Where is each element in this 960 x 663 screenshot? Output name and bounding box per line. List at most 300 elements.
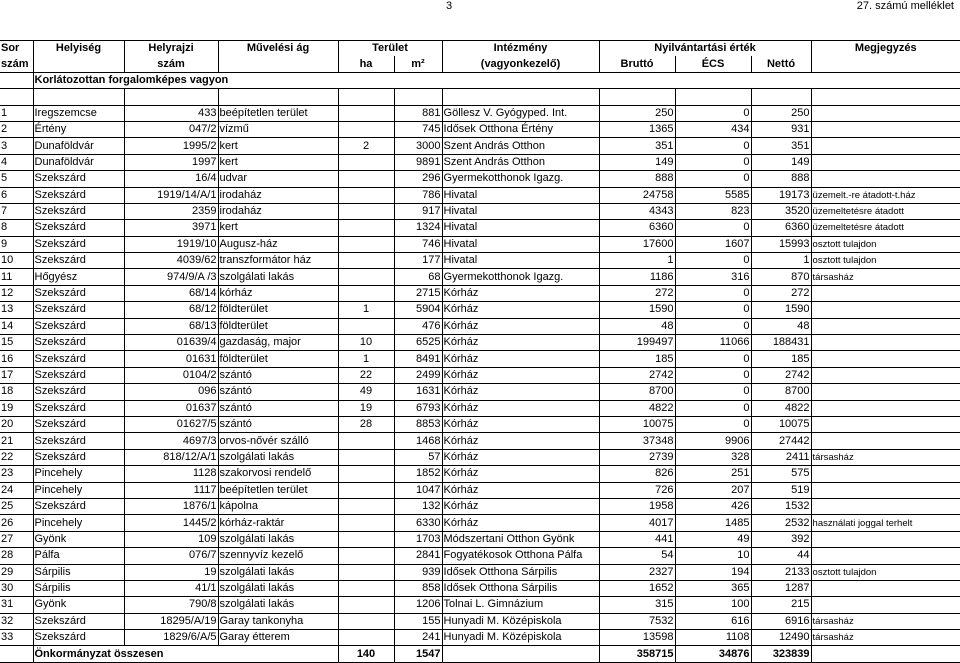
cell-inst: Idősek Otthona Sárpilis xyxy=(442,580,599,596)
cell-ha xyxy=(338,449,394,465)
cell-ha xyxy=(338,269,394,285)
cell-net: 2133 xyxy=(751,564,811,580)
cell-m2: 1047 xyxy=(394,482,442,498)
cell-ecs: 616 xyxy=(675,613,751,629)
cell-ecs: 1485 xyxy=(675,515,751,531)
cell-note xyxy=(811,367,960,383)
cell-city: Szekszárd xyxy=(33,171,124,187)
cell-m2: 881 xyxy=(394,105,442,121)
cell-m2: 5904 xyxy=(394,302,442,318)
cell-ha xyxy=(338,318,394,334)
cell-n: 12 xyxy=(0,285,33,301)
table-row xyxy=(0,187,960,203)
cell-ecs: 5585 xyxy=(675,187,751,203)
cell-branch: transzformátor ház xyxy=(218,253,338,269)
col-m2: m² xyxy=(394,56,442,72)
cell-m2: 917 xyxy=(394,203,442,219)
cell-n: 14 xyxy=(0,318,33,334)
cell-note: társasház xyxy=(811,269,960,285)
cell-ha: 49 xyxy=(338,384,394,400)
cell-ecs: 328 xyxy=(675,449,751,465)
cell-city: Szekszárd xyxy=(33,187,124,203)
cell-n: 16 xyxy=(0,351,33,367)
total-ha: 140 xyxy=(338,646,394,662)
cell-hrsz: 1117 xyxy=(124,482,218,498)
cell-net: 931 xyxy=(751,121,811,137)
cell-ecs: 1607 xyxy=(675,236,751,252)
cell-hrsz: 19 xyxy=(124,564,218,580)
cell-note xyxy=(811,105,960,121)
cell-gross: 7532 xyxy=(599,613,675,629)
cell-net: 10075 xyxy=(751,416,811,432)
cell-hrsz: 1876/1 xyxy=(124,498,218,514)
cell-net: 8700 xyxy=(751,384,811,400)
cell-inst: Szent András Otthon xyxy=(442,138,599,154)
cell-ecs: 0 xyxy=(675,367,751,383)
cell-hrsz: 01631 xyxy=(124,351,218,367)
cell-n: 24 xyxy=(0,482,33,498)
cell-hrsz: 01639/4 xyxy=(124,335,218,351)
cell-note xyxy=(811,400,960,416)
cell-hrsz: 18295/A/19 xyxy=(124,613,218,629)
cell-n: 5 xyxy=(0,171,33,187)
cell-n: 21 xyxy=(0,433,33,449)
cell-n: 27 xyxy=(0,531,33,547)
cell-m2: 745 xyxy=(394,121,442,137)
cell-m2: 57 xyxy=(394,449,442,465)
cell-branch: kert xyxy=(218,154,338,170)
cell-gross: 48 xyxy=(599,318,675,334)
cell-note xyxy=(811,384,960,400)
cell-branch: szántó xyxy=(218,416,338,432)
header-row-1 xyxy=(0,41,960,57)
cell-inst: Hunyadi M. Középiskola xyxy=(442,613,599,629)
cell-m2: 858 xyxy=(394,580,442,596)
cell-net: 1590 xyxy=(751,302,811,318)
cell-ha: 2 xyxy=(338,138,394,154)
table-row xyxy=(0,253,960,269)
cell-branch: kert xyxy=(218,220,338,236)
cell-city: Szekszárd xyxy=(33,630,124,646)
cell-hrsz: 01637 xyxy=(124,400,218,416)
cell-m2: 6793 xyxy=(394,400,442,416)
cell-ha xyxy=(338,253,394,269)
cell-net: 215 xyxy=(751,597,811,613)
cell-city: Hőgyész xyxy=(33,269,124,285)
cell-net: 1532 xyxy=(751,498,811,514)
cell-gross: 54 xyxy=(599,548,675,564)
cell-gross: 250 xyxy=(599,105,675,121)
cell-branch: orvos-nővér szálló xyxy=(218,433,338,449)
cell-inst: Kórház xyxy=(442,351,599,367)
cell-note xyxy=(811,335,960,351)
cell-inst: Gyermekotthonok Igazg. xyxy=(442,171,599,187)
cell-m2: 2499 xyxy=(394,367,442,383)
cell-ecs: 0 xyxy=(675,302,751,318)
cell-gross: 4017 xyxy=(599,515,675,531)
cell-inst: Szent András Otthon xyxy=(442,154,599,170)
cell-net: 351 xyxy=(751,138,811,154)
cell-ecs: 316 xyxy=(675,269,751,285)
cell-ha: 28 xyxy=(338,416,394,432)
cell-note xyxy=(811,482,960,498)
table-row xyxy=(0,580,960,596)
cell-gross: 37348 xyxy=(599,433,675,449)
cell-hrsz: 16/4 xyxy=(124,171,218,187)
table-row xyxy=(0,433,960,449)
cell-branch: beépítetlen terület xyxy=(218,105,338,121)
cell-n: 10 xyxy=(0,253,33,269)
table-row xyxy=(0,531,960,547)
table-row xyxy=(0,449,960,465)
cell-note xyxy=(811,154,960,170)
cell-ha xyxy=(338,548,394,564)
col-megjegyzes: Megjegyzés xyxy=(811,41,960,57)
total-row xyxy=(0,646,960,662)
cell-net: 6360 xyxy=(751,220,811,236)
cell-ha xyxy=(338,597,394,613)
total-net: 323839 xyxy=(751,646,811,662)
cell-inst: Fogyatékosok Otthona Pálfa xyxy=(442,548,599,564)
page-number: 3 xyxy=(446,0,453,12)
cell-n: 11 xyxy=(0,269,33,285)
cell-n: 6 xyxy=(0,187,33,203)
cell-inst: Kórház xyxy=(442,482,599,498)
cell-hrsz: 1919/14/A/1 xyxy=(124,187,218,203)
cell-n: 20 xyxy=(0,416,33,432)
category-row xyxy=(0,72,960,88)
cell-ecs: 0 xyxy=(675,171,751,187)
cell-city: Szekszárd xyxy=(33,449,124,465)
cell-n: 17 xyxy=(0,367,33,383)
total-m2: 1547 xyxy=(394,646,442,662)
cell-m2: 177 xyxy=(394,253,442,269)
cell-gross: 826 xyxy=(599,466,675,482)
cell-ha xyxy=(338,171,394,187)
cell-n: 8 xyxy=(0,220,33,236)
cell-note xyxy=(811,285,960,301)
cell-n: 15 xyxy=(0,335,33,351)
cell-hrsz: 1995/2 xyxy=(124,138,218,154)
cell-city: Szekszárd xyxy=(33,433,124,449)
cell-gross: 315 xyxy=(599,597,675,613)
cell-hrsz: 1829/6/A/5 xyxy=(124,630,218,646)
cell-ha: 10 xyxy=(338,335,394,351)
cell-ecs: 1108 xyxy=(675,630,751,646)
cell-inst: Tolnai L. Gimnázium xyxy=(442,597,599,613)
cell-city: Dunaföldvár xyxy=(33,138,124,154)
cell-gross: 888 xyxy=(599,171,675,187)
cell-branch: kápolna xyxy=(218,498,338,514)
total-ecs: 34876 xyxy=(675,646,751,662)
cell-m2: 6525 xyxy=(394,335,442,351)
table-row xyxy=(0,498,960,514)
cell-branch: irodaház xyxy=(218,187,338,203)
cell-note: használati joggal terhelt xyxy=(811,515,960,531)
cell-note xyxy=(811,416,960,432)
cell-m2: 241 xyxy=(394,630,442,646)
table-row xyxy=(0,269,960,285)
cell-n: 32 xyxy=(0,613,33,629)
cell-net: 27442 xyxy=(751,433,811,449)
cell-inst: Kórház xyxy=(442,400,599,416)
cell-hrsz: 01627/5 xyxy=(124,416,218,432)
cell-gross: 1365 xyxy=(599,121,675,137)
cell-note: osztott tulajdon xyxy=(811,564,960,580)
cell-gross: 4822 xyxy=(599,400,675,416)
cell-hrsz: 790/8 xyxy=(124,597,218,613)
table-row xyxy=(0,203,960,219)
cell-city: Sárpilis xyxy=(33,580,124,596)
cell-net: 1 xyxy=(751,253,811,269)
cell-net: 519 xyxy=(751,482,811,498)
cell-branch: szántó xyxy=(218,367,338,383)
cell-n: 3 xyxy=(0,138,33,154)
cell-gross: 1652 xyxy=(599,580,675,596)
cell-city: Szekszárd xyxy=(33,400,124,416)
cell-inst: Göllesz V. Gyógyped. Int. xyxy=(442,105,599,121)
cell-hrsz: 047/2 xyxy=(124,121,218,137)
cell-ha xyxy=(338,630,394,646)
cell-ha xyxy=(338,121,394,137)
cell-m2: 3000 xyxy=(394,138,442,154)
col-nyilvantartasi: Nyilvántartási érték xyxy=(599,41,811,57)
cell-m2: 786 xyxy=(394,187,442,203)
cell-net: 48 xyxy=(751,318,811,334)
cell-ecs: 100 xyxy=(675,597,751,613)
cell-ha xyxy=(338,285,394,301)
cell-branch: kert xyxy=(218,138,338,154)
cell-note xyxy=(811,597,960,613)
col-ecs: ÉCS xyxy=(675,56,751,72)
cell-n: 29 xyxy=(0,564,33,580)
cell-net: 3520 xyxy=(751,203,811,219)
cell-hrsz: 1128 xyxy=(124,466,218,482)
table-row xyxy=(0,548,960,564)
cell-m2: 296 xyxy=(394,171,442,187)
cell-branch: szántó xyxy=(218,400,338,416)
cell-ecs: 0 xyxy=(675,105,751,121)
cell-ha xyxy=(338,154,394,170)
cell-ha xyxy=(338,433,394,449)
cell-n: 22 xyxy=(0,449,33,465)
cell-ecs: 0 xyxy=(675,318,751,334)
cell-hrsz: 41/1 xyxy=(124,580,218,596)
cell-city: Sárpilis xyxy=(33,564,124,580)
cell-city: Iregszemcse xyxy=(33,105,124,121)
cell-inst: Kórház xyxy=(442,285,599,301)
category-label: Korlátozottan forgalomképes vagyon xyxy=(33,72,338,88)
table-row xyxy=(0,482,960,498)
table-row xyxy=(0,564,960,580)
table-row xyxy=(0,121,960,137)
col-ha: ha xyxy=(338,56,394,72)
cell-gross: 726 xyxy=(599,482,675,498)
col-helyiseg: Helyiség xyxy=(33,41,124,57)
cell-n: 9 xyxy=(0,236,33,252)
cell-inst: Kórház xyxy=(442,384,599,400)
cell-ha xyxy=(338,187,394,203)
cell-note xyxy=(811,548,960,564)
col-helyrajzi-szam: szám xyxy=(124,56,218,72)
col-intezmeny: Intézmény xyxy=(442,41,599,57)
cell-net: 149 xyxy=(751,154,811,170)
cell-inst: Kórház xyxy=(442,335,599,351)
cell-n: 31 xyxy=(0,597,33,613)
cell-net: 2411 xyxy=(751,449,811,465)
cell-gross: 1590 xyxy=(599,302,675,318)
cell-branch: szolgálati lakás xyxy=(218,269,338,285)
cell-ha xyxy=(338,220,394,236)
cell-hrsz: 076/7 xyxy=(124,548,218,564)
total-gross: 358715 xyxy=(599,646,675,662)
cell-m2: 476 xyxy=(394,318,442,334)
cell-hrsz: 2359 xyxy=(124,203,218,219)
col-netto: Nettó xyxy=(751,56,811,72)
cell-net: 2742 xyxy=(751,367,811,383)
cell-hrsz: 1445/2 xyxy=(124,515,218,531)
cell-city: Szekszárd xyxy=(33,351,124,367)
cell-ecs: 0 xyxy=(675,253,751,269)
cell-n: 19 xyxy=(0,400,33,416)
cell-m2: 8853 xyxy=(394,416,442,432)
cell-inst: Kórház xyxy=(442,416,599,432)
cell-net: 185 xyxy=(751,351,811,367)
cell-note xyxy=(811,466,960,482)
cell-city: Szekszárd xyxy=(33,416,124,432)
cell-m2: 8491 xyxy=(394,351,442,367)
cell-ecs: 9906 xyxy=(675,433,751,449)
cell-ha: 1 xyxy=(338,302,394,318)
col-brutto: Bruttó xyxy=(599,56,675,72)
cell-m2: 1703 xyxy=(394,531,442,547)
cell-branch: gazdaság, major xyxy=(218,335,338,351)
cell-ha: 22 xyxy=(338,367,394,383)
cell-note xyxy=(811,121,960,137)
cell-gross: 199497 xyxy=(599,335,675,351)
cell-hrsz: 109 xyxy=(124,531,218,547)
cell-ecs: 0 xyxy=(675,220,751,236)
table-row xyxy=(0,416,960,432)
cell-hrsz: 4039/62 xyxy=(124,253,218,269)
cell-city: Pincehely xyxy=(33,482,124,498)
table-row xyxy=(0,515,960,531)
cell-n: 33 xyxy=(0,630,33,646)
cell-ecs: 0 xyxy=(675,351,751,367)
table-row xyxy=(0,138,960,154)
cell-inst: Hunyadi M. Középiskola xyxy=(442,630,599,646)
cell-ha xyxy=(338,613,394,629)
cell-hrsz: 818/12/A/1 xyxy=(124,449,218,465)
table-row xyxy=(0,613,960,629)
cell-hrsz: 3971 xyxy=(124,220,218,236)
cell-note xyxy=(811,351,960,367)
col-szam: szám xyxy=(0,56,33,72)
table-row xyxy=(0,285,960,301)
cell-city: Szekszárd xyxy=(33,302,124,318)
cell-n: 28 xyxy=(0,548,33,564)
cell-inst: Kórház xyxy=(442,498,599,514)
table-row xyxy=(0,154,960,170)
cell-city: Szekszárd xyxy=(33,253,124,269)
cell-net: 2532 xyxy=(751,515,811,531)
cell-hrsz: 68/12 xyxy=(124,302,218,318)
cell-ecs: 0 xyxy=(675,416,751,432)
cell-branch: beépítetlen terület xyxy=(218,482,338,498)
cell-branch: Garay tankonyha xyxy=(218,613,338,629)
col-muvelesi: Művelési ág xyxy=(218,41,338,57)
cell-hrsz: 1997 xyxy=(124,154,218,170)
cell-m2: 6330 xyxy=(394,515,442,531)
cell-ecs: 0 xyxy=(675,384,751,400)
cell-branch: szolgálati lakás xyxy=(218,531,338,547)
cell-m2: 155 xyxy=(394,613,442,629)
cell-ha xyxy=(338,466,394,482)
cell-city: Szekszárd xyxy=(33,285,124,301)
cell-note: üzemeltetésre átadott xyxy=(811,203,960,219)
cell-ha xyxy=(338,482,394,498)
col-terulet: Terület xyxy=(338,41,442,57)
col-helyrajzi: Helyrajzi xyxy=(124,41,218,57)
cell-net: 188431 xyxy=(751,335,811,351)
cell-inst: Idősek Otthona Sárpilis xyxy=(442,564,599,580)
cell-inst: Kórház xyxy=(442,302,599,318)
cell-note xyxy=(811,433,960,449)
cell-gross: 4343 xyxy=(599,203,675,219)
cell-inst: Idősek Otthona Értény xyxy=(442,121,599,137)
cell-inst: Kórház xyxy=(442,466,599,482)
cell-m2: 2715 xyxy=(394,285,442,301)
cell-ha xyxy=(338,580,394,596)
col-vagyonkezelo: (vagyonkezelő) xyxy=(442,56,599,72)
cell-gross: 441 xyxy=(599,531,675,547)
table-row xyxy=(0,318,960,334)
cell-note xyxy=(811,318,960,334)
cell-branch: szolgálati lakás xyxy=(218,580,338,596)
cell-gross: 2742 xyxy=(599,367,675,383)
cell-ha xyxy=(338,236,394,252)
cell-city: Gyönk xyxy=(33,531,124,547)
cell-city: Gyönk xyxy=(33,597,124,613)
table-row xyxy=(0,171,960,187)
cell-ecs: 194 xyxy=(675,564,751,580)
cell-ecs: 365 xyxy=(675,580,751,596)
cell-ha xyxy=(338,564,394,580)
cell-city: Szekszárd xyxy=(33,236,124,252)
cell-city: Szekszárd xyxy=(33,384,124,400)
cell-m2: 132 xyxy=(394,498,442,514)
cell-gross: 13598 xyxy=(599,630,675,646)
cell-city: Dunaföldvár xyxy=(33,154,124,170)
cell-branch: szennyvíz kezelő xyxy=(218,548,338,564)
asset-register-table xyxy=(0,40,960,663)
cell-branch: szolgálati lakás xyxy=(218,564,338,580)
cell-ecs: 434 xyxy=(675,121,751,137)
cell-m2: 1324 xyxy=(394,220,442,236)
cell-hrsz: 1919/10 xyxy=(124,236,218,252)
cell-branch: kórház xyxy=(218,285,338,301)
cell-ecs: 0 xyxy=(675,154,751,170)
cell-gross: 2739 xyxy=(599,449,675,465)
cell-ha xyxy=(338,498,394,514)
cell-gross: 1958 xyxy=(599,498,675,514)
cell-hrsz: 4697/3 xyxy=(124,433,218,449)
cell-note xyxy=(811,171,960,187)
cell-city: Szekszárd xyxy=(33,498,124,514)
cell-city: Szekszárd xyxy=(33,203,124,219)
cell-branch: szakorvosi rendelő xyxy=(218,466,338,482)
cell-n: 26 xyxy=(0,515,33,531)
